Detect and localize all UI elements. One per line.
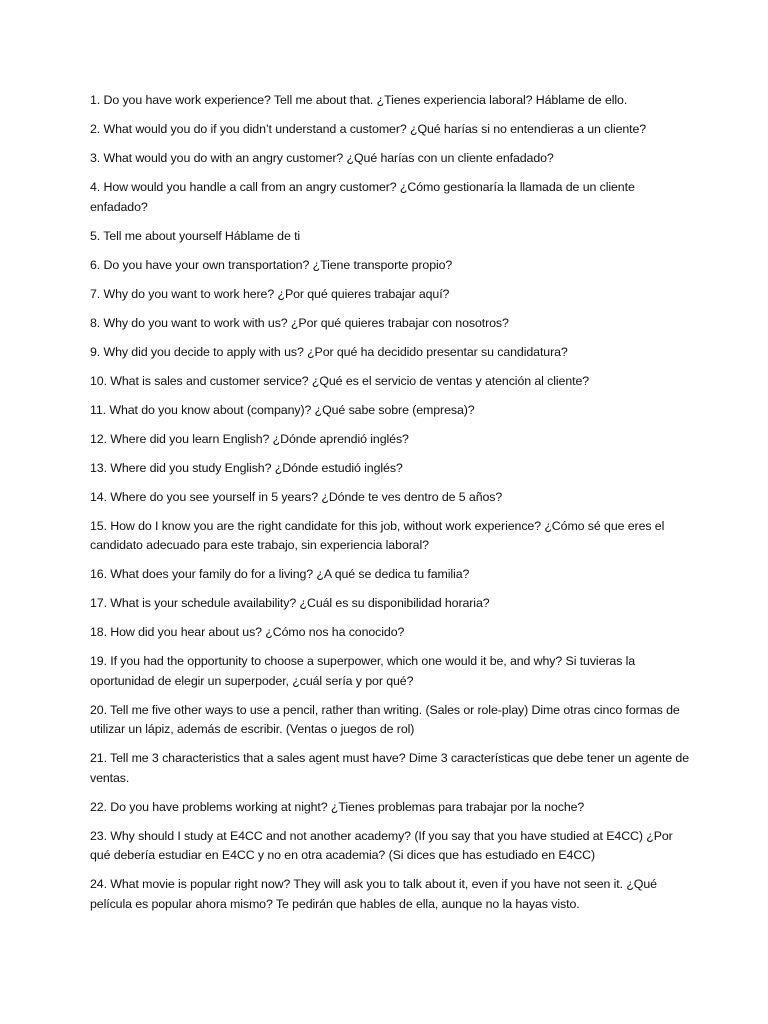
question-item: 15. How do I know you are the right candidate for this job, without work experience? ¿Cómo sé que eres el candidato adecuado para este trabajo, sin experiencia laboral?	[90, 518, 665, 552]
question-item: 1. Do you have work experience? Tell me about that. ¿Tienes experiencia laboral? Háblame de ello.	[90, 93, 628, 107]
question-item: 24. What movie is popular right now? They will ask you to talk about it, even if you have not seen it. ¿Qué película es popular ahora mismo? Te pedirán que hables de ella, aunque no la hayas visto.	[90, 877, 657, 911]
question-item: 5. Tell me about yourself Háblame de ti	[90, 228, 301, 243]
question-item: 10. What is sales and customer service? ¿Qué es el servicio de ventas y atención al cliente?	[90, 373, 590, 388]
question-item: 12. Where did you learn English? ¿Dónde aprendió inglés?	[90, 431, 409, 446]
question-item: 19. If you had the opportunity to choose a superpower, which one would it be, and why? Si tuvieras la oportunidad de elegir un superpoder, ¿cuál sería y por qué?	[90, 654, 636, 688]
question-item: 17. What is your schedule availability? ¿Cuál es su disponibilidad horaria?	[90, 596, 490, 610]
question-item: 6. Do you have your own transportation? ¿Tiene transporte propio?	[90, 257, 453, 272]
question-item: 20. Tell me five other ways to use a pencil, rather than writing. (Sales or role-play) Dime otras cinco formas de utilizar un lápiz, además de escribir. (Ventas o juegos de rol)	[90, 702, 680, 736]
question-item: 3. What would you do with an angry customer? ¿Qué harías con un cliente enfadado?	[90, 151, 554, 165]
question-item: 14. Where do you see yourself in 5 years? ¿Dónde te ves dentro de 5 años?	[90, 489, 503, 504]
question-list	[90, 91, 690, 924]
question-item: 21. Tell me 3 characteristics that a sales agent must have? Dime 3 características que debe tener un agente de ventas.	[90, 751, 690, 785]
question-item: 8. Why do you want to work with us? ¿Por qué quieres trabajar con nosotros?	[90, 315, 509, 330]
question-item: 9. Why did you decide to apply with us? ¿Por qué ha decidido presentar su candidatura?	[90, 344, 568, 359]
question-item: 18. How did you hear about us? ¿Cómo nos ha conocido?	[90, 625, 405, 639]
question-item: 13. Where did you study English? ¿Dónde estudió inglés?	[90, 460, 403, 475]
question-item: 23. Why should I study at E4CC and not another academy? (If you say that you have studied at E4CC) ¿Por qué debería estudiar en E4CC y no en otra academia? (Si dices que has estudiado en E4CC)	[90, 828, 673, 862]
question-item: 16. What does your family do for a living? ¿A qué se dedica tu familia?	[90, 567, 470, 581]
question-item: 2. What would you do if you didn’t understand a customer? ¿Qué harías si no entendieras a un cliente?	[90, 122, 647, 136]
question-item: 7. Why do you want to work here? ¿Por qué quieres trabajar aquí?	[90, 286, 450, 301]
question-item: 11. What do you know about (company)? ¿Qué sabe sobre (empresa)?	[90, 402, 475, 417]
question-item: 22. Do you have problems working at night? ¿Tienes problemas para trabajar por la noche?	[90, 799, 585, 814]
question-item: 4. How would you handle a call from an angry customer? ¿Cómo gestionaría la llamada de un cliente enfadado?	[90, 180, 635, 214]
